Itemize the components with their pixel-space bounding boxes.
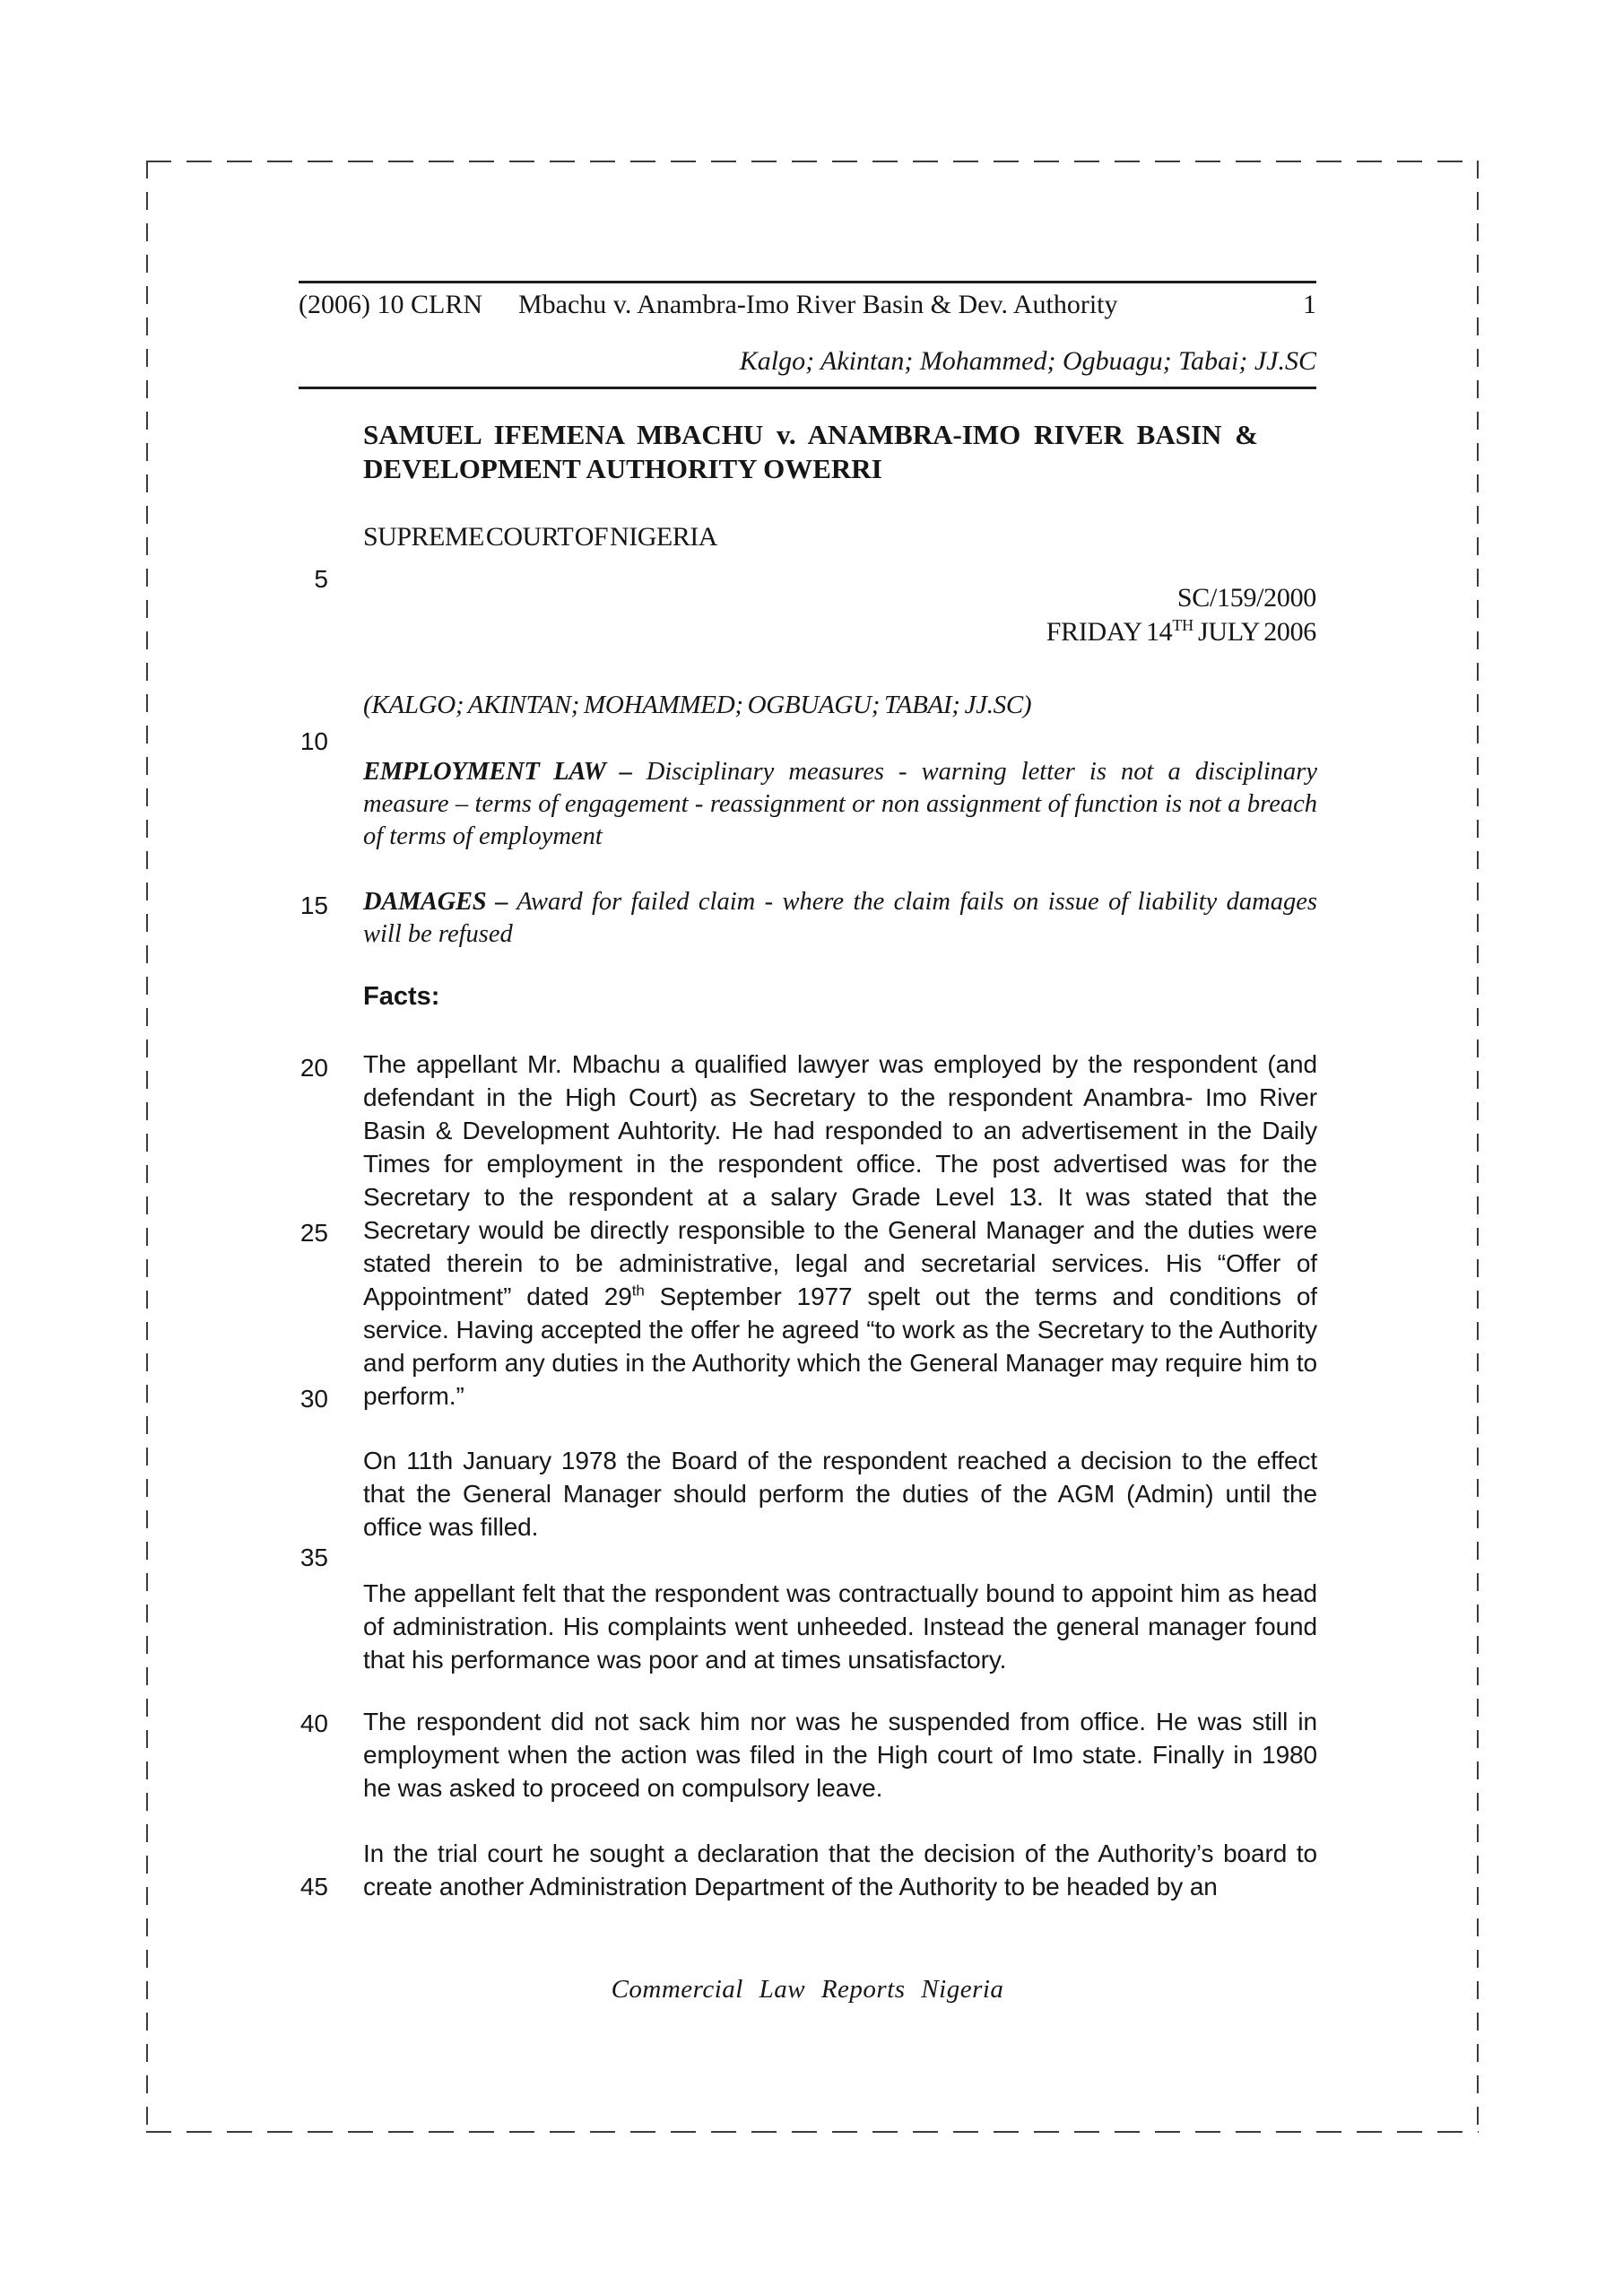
case-title-line2: DEVELOPMENT AUTHORITY OWERRI — [363, 453, 882, 484]
facts-paragraph-4: The respondent did not sack him nor was he suspended from office. He was still in employment when the action was filed in the High court of Imo state. Finally in 1980 he was asked to proceed on compulsory leave. — [363, 1708, 1317, 1802]
page-border-top — [146, 161, 1479, 162]
page-border-right — [1477, 161, 1479, 2133]
suit-number-and-date — [299, 581, 1316, 649]
catchword-text: Disciplinary measures - warning letter is not a disciplinary measure – terms of engagement - reassignment or non assignment of function is not a breach of terms of employment — [363, 758, 1317, 850]
running-head-judges: Kalgo; Akintan; Mohammed; Ogbuagu; Tabai; JJ.SC — [739, 346, 1316, 376]
line-number-15: 15 — [299, 891, 328, 919]
judgment-date: FRIDAY 14TH JULY 2006 — [1046, 616, 1316, 647]
page-number: 1 — [1303, 290, 1316, 319]
coram-line: (KALGO; AKINTAN; MOHAMMED; OGBUAGU; TABAI; JJ.SC) — [363, 691, 1032, 719]
court-name: SUPREME COURT OF NIGERIA — [363, 522, 717, 552]
case-title-line1: SAMUEL IFEMENA MBACHU v. ANAMBRA-IMO RIVER BASIN & — [363, 419, 1258, 450]
page-border-left — [146, 161, 148, 2133]
header-rule-top — [299, 281, 1316, 283]
facts-paragraph-1: The appellant Mr. Mbachu a qualified lawyer was employed by the respondent (and defendant in the High Court) as Secretary to the respondent Anambra- Imo River Basin & Development Auhtority. He had responded to an advertisement in the Daily Times for employment in the respondent office. The post advertised was for the Secretary to the respondent at a salary Grade Level 13. It was stated that the Secretary would be directly responsible to the General Manager and the duties were stated therein to be administrative, legal and secretarial services. His “Offer of Appointment” dated 29th September 1977 spelt out the terms and conditions of service. Having accepted the offer he agreed “to work as the Secretary to the Authority and perform any duties in the Authority which the General Manager may require him to perform.” — [363, 1050, 1317, 1410]
line-number-30: 30 — [299, 1385, 328, 1413]
case-title — [363, 418, 1317, 486]
line-number-45: 45 — [299, 1873, 328, 1900]
catchword-damages — [363, 886, 1317, 951]
suit-number: SC/159/2000 — [1176, 583, 1316, 613]
line-number-35: 35 — [299, 1544, 328, 1571]
report-footer: Commercial Law Reports Nigeria — [611, 1975, 1004, 2004]
facts-heading: Facts: — [363, 982, 440, 1011]
running-head-case-title: Mbachu v. Anambra-Imo River Basin & Dev. Authority — [518, 290, 1118, 319]
ordinal-superscript: th — [631, 1282, 645, 1300]
page-border-bottom — [146, 2131, 1479, 2133]
line-number-20: 20 — [299, 1054, 328, 1082]
catchword-label: DAMAGES – — [363, 888, 508, 916]
facts-paragraph-3: The appellant felt that the respondent was contractually bound to appoint him as head of administration. His complaints went unheeded. Instead the general manager found that his performance was poor and at times unsatisfactory. — [363, 1579, 1317, 1674]
line-number-10: 10 — [299, 727, 328, 755]
header-rule-bottom — [299, 387, 1316, 389]
report-citation: (2006) 10 CLRN — [299, 290, 482, 319]
line-number-25: 25 — [299, 1219, 328, 1247]
line-number-40: 40 — [299, 1709, 328, 1737]
facts-paragraph-2: On 11th January 1978 the Board of the respondent reached a decision to the effect that the General Manager should perform the duties of the AGM (Admin) until the office was filled. — [363, 1447, 1317, 1541]
line-number-5: 5 — [314, 565, 328, 593]
catchword-text: Award for failed claim - where the claim fails on issue of liability damages will be refused — [363, 888, 1318, 948]
catchword-employment-law — [363, 756, 1317, 853]
facts-paragraph-5: In the trial court he sought a declaration that the decision of the Authority’s board to create another Administration Department of the Authority to be headed by an — [363, 1839, 1317, 1900]
catchword-label: EMPLOYMENT LAW – — [363, 758, 632, 786]
date-ordinal-superscript: TH — [1172, 616, 1193, 634]
